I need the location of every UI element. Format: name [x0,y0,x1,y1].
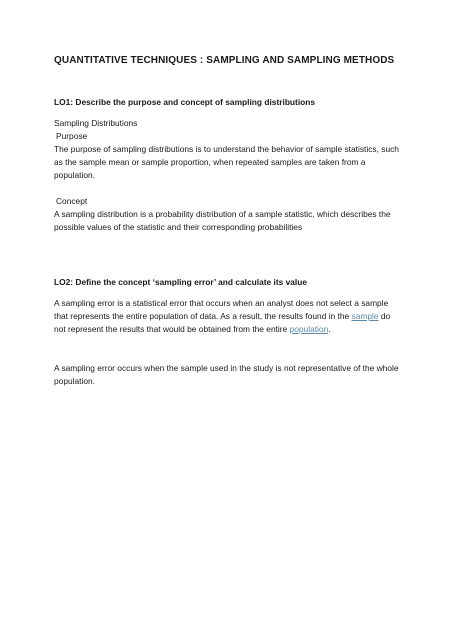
concept-label: Concept [56,196,88,206]
population-link[interactable]: population [289,324,329,334]
section-label: Sampling Distributions [54,118,138,128]
spacer [54,336,402,362]
purpose-text: The purpose of sampling distributions is to understand the behavior of sample statistics, such as the sample mean or sample proportion, when repeated samples are taken from a population. [54,144,399,180]
definition-text-mid: do not represent the results that would be obtained from the entire [54,311,391,334]
purpose-label: Purpose [56,131,88,141]
concept-text: A sampling distribution is a probability distribution of a sample statistic, which describes the possible values of the statistic and their corresponding probabilities [54,209,391,232]
spacer [54,182,402,195]
document-title: QUANTITATIVE TECHNIQUES : SAMPLING AND SAMPLING METHODS [54,55,395,66]
spacer [54,234,402,276]
lo2-heading: LO2: Define the concept ‘sampling error’ and calculate its value [54,277,308,287]
sampling-error-note: A sampling error occurs when the sample used in the study is not representative of the whole population. [54,363,399,386]
definition-text-end: . [328,324,331,334]
sampling-error-definition [54,297,402,336]
definition-text-start: A sampling error is a statistical error that occurs when an analyst does not select a sample that represents the entire population of data. As a result, the results found in the [54,298,389,321]
lo1-heading: LO1: Describe the purpose and concept of sampling distributions [54,97,316,107]
sample-link[interactable]: sample [351,311,379,321]
